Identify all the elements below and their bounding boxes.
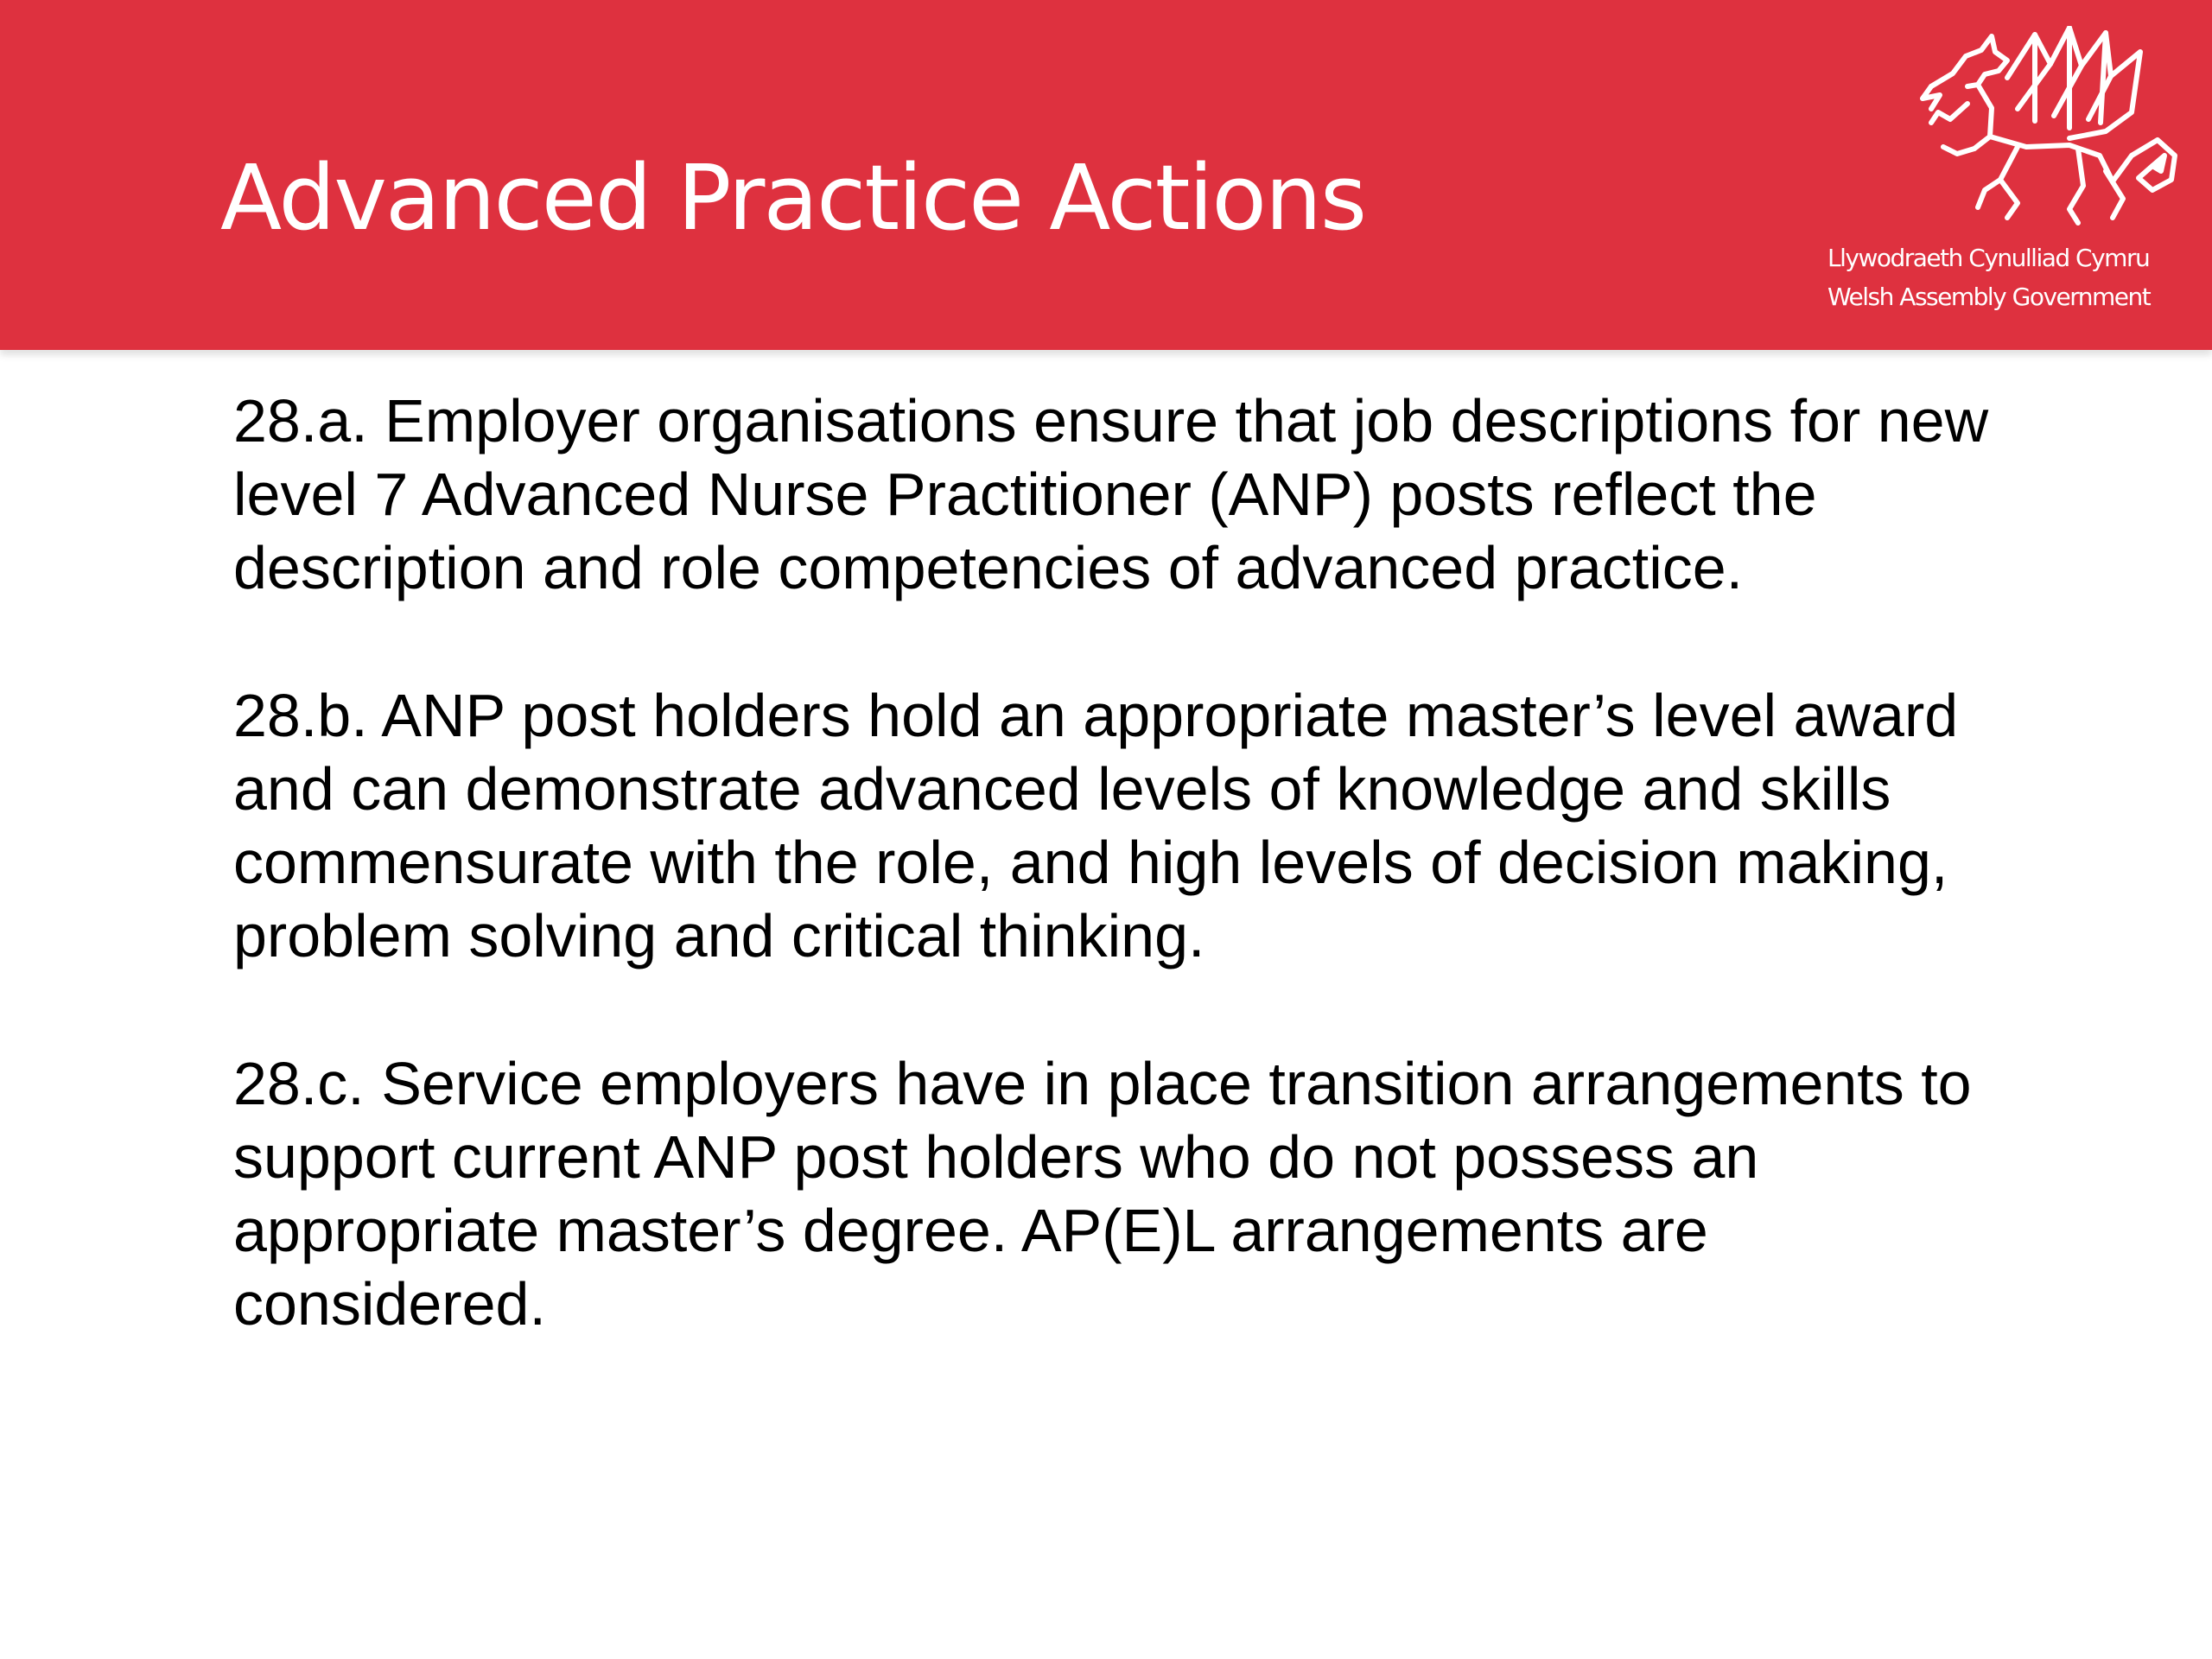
action-28b: 28.b. ANP post holders hold an appropriate master’s level award and can demonstrate advanced levels of knowledge and skills commensurate with the role, and high levels of decision making, problem solving and critical thinking. (233, 682, 1959, 969)
welsh-dragon-icon (1905, 26, 2182, 233)
logo-text-english: Welsh Assembly Government (1827, 283, 2151, 311)
action-28c: 28.c. Service employers have in place transition arrangements to support current ANP post holders who do not possess an appropriate master’s degree. AP(E)L arrangements are considered. (233, 1050, 1972, 1338)
action-28a: 28.a. Employer organisations ensure that job descriptions for new level 7 Advanced Nurse Practitioner (ANP) posts reflect the description and role competencies of advanced practice. (233, 387, 1989, 601)
header-band (0, 0, 2212, 350)
welsh-assembly-government-logo (1819, 26, 2190, 324)
slide-title: Advanced Practice Actions (220, 145, 1366, 251)
slide-body (233, 385, 2031, 1415)
logo-text-welsh: Llywodraeth Cynulliad Cymru (1827, 244, 2150, 272)
